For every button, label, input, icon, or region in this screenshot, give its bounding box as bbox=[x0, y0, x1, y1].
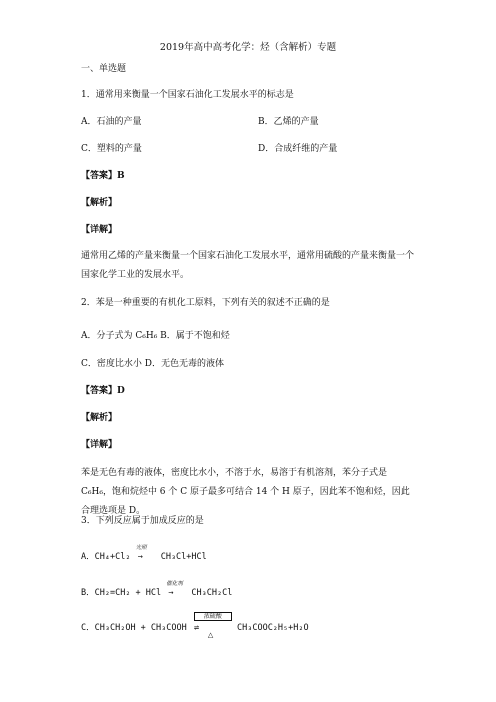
question-1-detail-text: 通常用乙烯的产量来衡量一个国家石油化工发展水平，通常用硫酸的产量来衡量一个国家化学工业的发展水平。 bbox=[81, 251, 415, 280]
question-2-answer: 【答案】D bbox=[81, 386, 125, 396]
equation-a-reactants: A．CH₄+Cl₂ bbox=[81, 552, 131, 562]
equation-b-products: CH₃CH₂Cl bbox=[191, 588, 233, 598]
question-2-options-cd: C．密度比水小 D．无色无毒的液体 bbox=[81, 359, 224, 369]
section-heading: 一、单选题 bbox=[81, 64, 127, 74]
question-1-analysis-label: 【解析】 bbox=[81, 198, 118, 208]
question-2-stem: 2．苯是一种重要的有机化工原料，下列有关的叙述不正确的是 bbox=[81, 298, 330, 308]
heat-symbol: △ bbox=[207, 630, 214, 639]
reversible-arrow-c: 浓硫酸 ⇌ △ bbox=[194, 623, 230, 633]
equation-a-products: CH₃Cl+HCl bbox=[160, 552, 207, 562]
question-1-stem: 1．通常用来衡量一个国家石油化工发展水平的标志是 bbox=[81, 90, 294, 100]
question-3-stem: 3．下列反应属于加成反应的是 bbox=[81, 516, 204, 526]
question-1-option-b: B．乙烯的产量 bbox=[258, 117, 319, 127]
question-2-options-ab: A．分子式为 C₆H₆ B．属于不饱和烃 bbox=[81, 331, 230, 341]
question-3-option-a bbox=[81, 544, 207, 562]
question-2-detail-label: 【详解】 bbox=[81, 440, 118, 450]
question-1-detail-label: 【详解】 bbox=[81, 225, 118, 235]
question-1-option-d: D．合成纤维的产量 bbox=[258, 144, 338, 154]
condition-conc-sulfuric: 浓硫酸 bbox=[194, 612, 232, 621]
question-3-option-b bbox=[81, 580, 233, 598]
equation-c-reactants: C．CH₃CH₂OH + CH₃COOH bbox=[81, 623, 187, 633]
question-1-answer: 【答案】B bbox=[81, 171, 125, 181]
question-1-option-a: A．石油的产量 bbox=[81, 117, 142, 127]
question-2-detail-text: 苯是无色有毒的液体，密度比水小，不溶于水，易溶于有机溶剂，苯分子式是 C₆H₆，饱和烷烃中 6 个 C 原子最多可结合 14 个 H 原子，因此苯不饱和烃，因此合理选项是 D。 bbox=[81, 468, 410, 516]
condition-catalyst: 催化剂 bbox=[166, 580, 183, 587]
equation-b-reactants: B．CH₂=CH₂ + HCl bbox=[81, 588, 162, 598]
reaction-arrow-b: 催化剂 → bbox=[166, 580, 183, 598]
question-1-option-c: C．塑料的产量 bbox=[81, 144, 142, 154]
reaction-arrow-a: 光照 → bbox=[135, 544, 147, 562]
equation-c-products: CH₃COOC₂H₅+H₂O bbox=[236, 623, 309, 633]
condition-light: 光照 bbox=[135, 544, 147, 551]
page-title: 2019年高中高考化学：烃（含解析）专题 bbox=[159, 42, 337, 53]
question-2-analysis-label: 【解析】 bbox=[81, 413, 118, 423]
question-3-option-c bbox=[81, 612, 309, 639]
